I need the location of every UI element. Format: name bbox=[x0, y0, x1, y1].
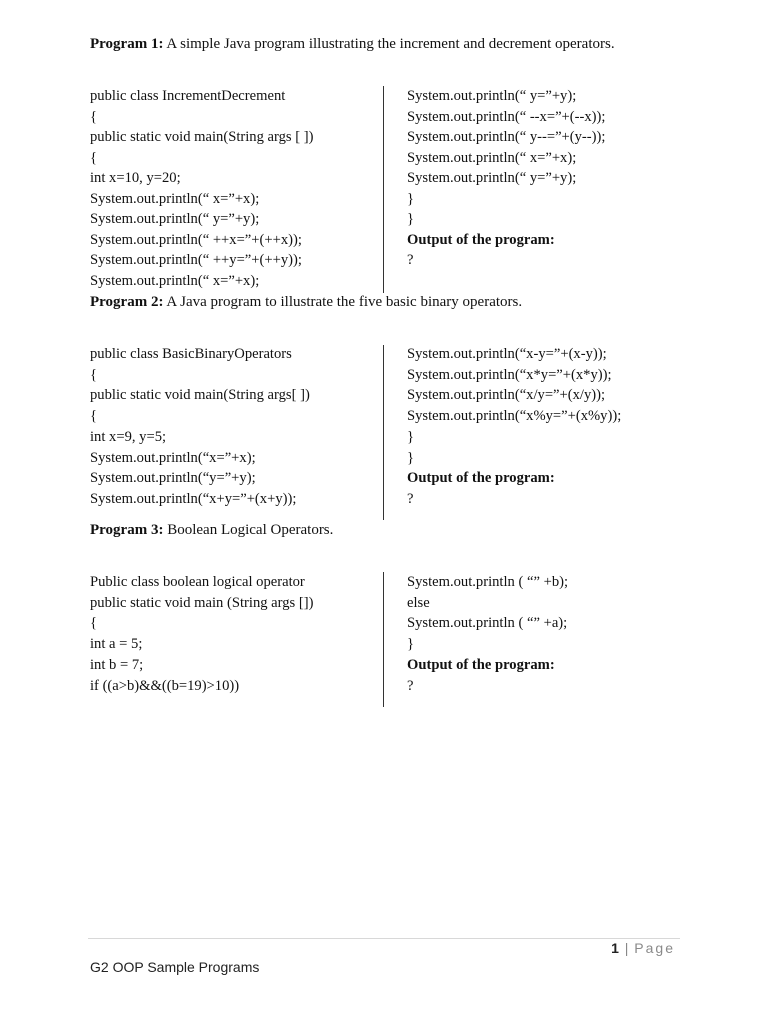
code-line: int a = 5; bbox=[90, 636, 143, 653]
code-line: Public class boolean logical operator bbox=[90, 574, 305, 590]
code-line: System.out.println(“ --x=”+(--x)); bbox=[407, 108, 606, 125]
code-line: System.out.println(“ y=”+y); bbox=[407, 170, 577, 186]
code-line: System.out.println(“ x=”+x); bbox=[90, 272, 260, 289]
footer-divider bbox=[88, 938, 680, 939]
code-line: { bbox=[90, 408, 98, 425]
program3-output-label: Output of the program: bbox=[407, 656, 555, 673]
code-line: { bbox=[90, 108, 98, 125]
code-line: public static void main(String args[ ]) bbox=[90, 387, 310, 404]
code-line: int x=9, y=5; bbox=[90, 428, 167, 445]
code-line: System.out.println(“ x=”+x); bbox=[90, 190, 260, 207]
program1-heading bbox=[90, 34, 615, 54]
code-line: System.out.println(“x+y=”+(x+y)); bbox=[90, 490, 297, 507]
code-line: } bbox=[407, 428, 415, 445]
code-line: System.out.println(“ y=”+y); bbox=[407, 88, 577, 104]
code-line: { bbox=[90, 366, 98, 383]
code-line: System.out.println(“x*y=”+(x*y)); bbox=[407, 366, 612, 383]
code-line: public static void main(String args [ ]) bbox=[90, 129, 314, 145]
code-line: int x=10, y=20; bbox=[90, 170, 181, 186]
code-line: System.out.println(“ ++y=”+(++y)); bbox=[90, 252, 302, 268]
code-line: System.out.println(“x=”+x); bbox=[90, 449, 256, 466]
program3-column-divider bbox=[383, 572, 384, 707]
program1-description: A simple Java program illustrating the increment and decrement operators. bbox=[163, 36, 615, 52]
page-number-value: 1 bbox=[611, 940, 619, 956]
footer-title: G2 OOP Sample Programs bbox=[90, 959, 260, 975]
code-line: System.out.println(“ x=”+x); bbox=[407, 149, 577, 166]
program3-output-value: ? bbox=[407, 677, 414, 694]
code-line: System.out.println(“ ++x=”+(++x)); bbox=[90, 231, 302, 248]
program2-heading bbox=[90, 292, 522, 312]
code-line: System.out.println(“x/y=”+(x/y)); bbox=[407, 387, 606, 404]
code-line: System.out.println(“y=”+y); bbox=[90, 470, 256, 487]
page-number-separator: | bbox=[624, 940, 629, 956]
code-line: else bbox=[407, 594, 430, 611]
code-line: System.out.println(“x-y=”+(x-y)); bbox=[407, 346, 607, 362]
program2-output-value: ? bbox=[407, 490, 414, 507]
code-line: System.out.println ( “” +b); bbox=[407, 574, 569, 590]
code-line: System.out.println ( “” +a); bbox=[407, 615, 568, 632]
code-line: System.out.println(“ y--=”+(y--)); bbox=[407, 129, 606, 145]
code-line: { bbox=[90, 149, 98, 166]
code-line: public class BasicBinaryOperators bbox=[90, 346, 292, 362]
program1-output-label: Output of the program: bbox=[407, 231, 555, 248]
code-line: System.out.println(“ y=”+y); bbox=[90, 211, 260, 227]
code-line: System.out.println(“x%y=”+(x%y)); bbox=[407, 408, 622, 425]
code-line: } bbox=[407, 211, 415, 227]
code-line: if ((a>b)&&((b=19)>10)) bbox=[90, 677, 240, 694]
code-line: { bbox=[90, 615, 98, 632]
program1-column-divider bbox=[383, 86, 384, 293]
page-word: Page bbox=[634, 940, 675, 956]
program2-description: A Java program to illustrate the five basic binary operators. bbox=[163, 294, 523, 310]
code-line: public class IncrementDecrement bbox=[90, 88, 286, 104]
program2-column-divider bbox=[383, 345, 384, 520]
program3-label: Program 3: bbox=[90, 522, 164, 538]
code-line: } bbox=[407, 190, 415, 207]
program1-output-value: ? bbox=[407, 252, 414, 268]
program1-label: Program 1: bbox=[90, 36, 164, 52]
code-line: } bbox=[407, 449, 415, 466]
code-line: public static void main (String args []) bbox=[90, 594, 314, 611]
program2-label: Program 2: bbox=[90, 294, 164, 310]
page-number bbox=[611, 940, 675, 956]
program3-description: Boolean Logical Operators. bbox=[163, 522, 334, 538]
program3-heading bbox=[90, 520, 333, 540]
program2-output-label: Output of the program: bbox=[407, 470, 555, 487]
code-line: } bbox=[407, 636, 415, 653]
code-line: int b = 7; bbox=[90, 656, 144, 673]
